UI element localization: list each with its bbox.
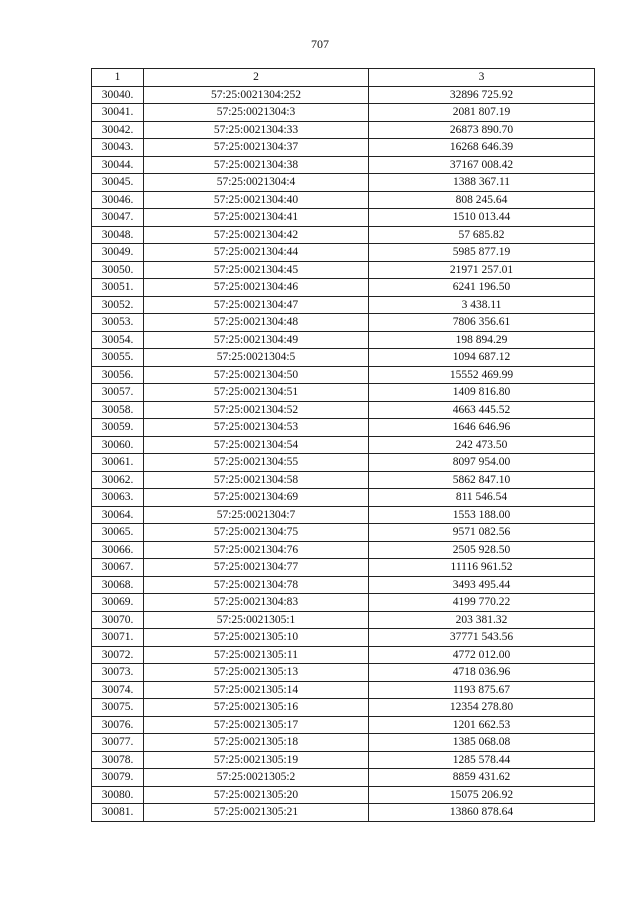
value-cell: 2505 928.50 xyxy=(369,541,595,559)
row-number-cell: 30056. xyxy=(92,366,144,384)
table-row xyxy=(92,279,595,297)
row-number-cell: 30053. xyxy=(92,314,144,332)
table-row xyxy=(92,576,595,594)
table-header-row xyxy=(92,69,595,87)
table-body xyxy=(92,86,595,821)
row-number-cell: 30048. xyxy=(92,226,144,244)
cadastral-id-cell: 57:25:0021304:40 xyxy=(144,191,369,209)
row-number-cell: 30046. xyxy=(92,191,144,209)
table-row xyxy=(92,419,595,437)
table-row xyxy=(92,489,595,507)
value-cell: 5862 847.10 xyxy=(369,471,595,489)
table-row xyxy=(92,769,595,787)
table-row xyxy=(92,401,595,419)
cadastral-id-cell: 57:25:0021304:47 xyxy=(144,296,369,314)
value-cell: 7806 356.61 xyxy=(369,314,595,332)
table-row xyxy=(92,506,595,524)
row-number-cell: 30078. xyxy=(92,751,144,769)
row-number-cell: 30080. xyxy=(92,786,144,804)
table-row xyxy=(92,524,595,542)
value-cell: 1409 816.80 xyxy=(369,384,595,402)
value-cell: 32896 725.92 xyxy=(369,86,595,104)
table-row xyxy=(92,594,595,612)
table-row xyxy=(92,804,595,822)
cadastral-id-cell: 57:25:0021304:33 xyxy=(144,121,369,139)
cadastral-id-cell: 57:25:0021304:3 xyxy=(144,104,369,122)
table-row xyxy=(92,629,595,647)
value-cell: 21971 257.01 xyxy=(369,261,595,279)
value-cell: 811 546.54 xyxy=(369,489,595,507)
cadastral-id-cell: 57:25:0021305:13 xyxy=(144,664,369,682)
cadastral-id-cell: 57:25:0021304:78 xyxy=(144,576,369,594)
value-cell: 57 685.82 xyxy=(369,226,595,244)
value-cell: 1646 646.96 xyxy=(369,419,595,437)
row-number-cell: 30074. xyxy=(92,681,144,699)
row-number-cell: 30068. xyxy=(92,576,144,594)
row-number-cell: 30069. xyxy=(92,594,144,612)
table-row xyxy=(92,121,595,139)
cadastral-id-cell: 57:25:0021305:16 xyxy=(144,699,369,717)
row-number-cell: 30052. xyxy=(92,296,144,314)
table-row xyxy=(92,314,595,332)
row-number-cell: 30059. xyxy=(92,419,144,437)
table-row xyxy=(92,541,595,559)
value-cell: 13860 878.64 xyxy=(369,804,595,822)
row-number-cell: 30071. xyxy=(92,629,144,647)
row-number-cell: 30072. xyxy=(92,646,144,664)
cadastral-id-cell: 57:25:0021304:83 xyxy=(144,594,369,612)
cadastral-id-cell: 57:25:0021304:51 xyxy=(144,384,369,402)
table-row xyxy=(92,734,595,752)
row-number-cell: 30058. xyxy=(92,401,144,419)
table-row xyxy=(92,104,595,122)
cadastral-id-cell: 57:25:0021304:50 xyxy=(144,366,369,384)
value-cell: 15075 206.92 xyxy=(369,786,595,804)
table-row xyxy=(92,156,595,174)
column-header-number: 1 xyxy=(92,69,144,87)
value-cell: 198 894.29 xyxy=(369,331,595,349)
row-number-cell: 30051. xyxy=(92,279,144,297)
cadastral-id-cell: 57:25:0021304:52 xyxy=(144,401,369,419)
value-cell: 1510 013.44 xyxy=(369,209,595,227)
cadastral-id-cell: 57:25:0021304:54 xyxy=(144,436,369,454)
cadastral-id-cell: 57:25:0021304:77 xyxy=(144,559,369,577)
value-cell: 37167 008.42 xyxy=(369,156,595,174)
row-number-cell: 30049. xyxy=(92,244,144,262)
value-cell: 3 438.11 xyxy=(369,296,595,314)
cadastral-id-cell: 57:25:0021305:2 xyxy=(144,769,369,787)
value-cell: 1094 687.12 xyxy=(369,349,595,367)
cadastral-id-cell: 57:25:0021304:53 xyxy=(144,419,369,437)
table-row xyxy=(92,681,595,699)
table-row xyxy=(92,384,595,402)
value-cell: 4772 012.00 xyxy=(369,646,595,664)
row-number-cell: 30067. xyxy=(92,559,144,577)
table-row xyxy=(92,646,595,664)
table-row xyxy=(92,751,595,769)
value-cell: 1193 875.67 xyxy=(369,681,595,699)
row-number-cell: 30066. xyxy=(92,541,144,559)
row-number-cell: 30055. xyxy=(92,349,144,367)
value-cell: 1201 662.53 xyxy=(369,716,595,734)
table-row xyxy=(92,331,595,349)
value-cell: 242 473.50 xyxy=(369,436,595,454)
cadastral-id-cell: 57:25:0021305:17 xyxy=(144,716,369,734)
value-cell: 26873 890.70 xyxy=(369,121,595,139)
cadastral-id-cell: 57:25:0021304:41 xyxy=(144,209,369,227)
row-number-cell: 30060. xyxy=(92,436,144,454)
value-cell: 9571 082.56 xyxy=(369,524,595,542)
value-cell: 4199 770.22 xyxy=(369,594,595,612)
cadastral-id-cell: 57:25:0021305:19 xyxy=(144,751,369,769)
cadastral-id-cell: 57:25:0021304:7 xyxy=(144,506,369,524)
table-row xyxy=(92,611,595,629)
table-row xyxy=(92,244,595,262)
table-row xyxy=(92,349,595,367)
table-row xyxy=(92,786,595,804)
row-number-cell: 30044. xyxy=(92,156,144,174)
table-row xyxy=(92,664,595,682)
table-row xyxy=(92,296,595,314)
value-cell: 5985 877.19 xyxy=(369,244,595,262)
row-number-cell: 30081. xyxy=(92,804,144,822)
column-header-cadastral-id: 2 xyxy=(144,69,369,87)
table-row xyxy=(92,471,595,489)
value-cell: 3493 495.44 xyxy=(369,576,595,594)
row-number-cell: 30063. xyxy=(92,489,144,507)
cadastral-id-cell: 57:25:0021304:76 xyxy=(144,541,369,559)
cadastral-id-cell: 57:25:0021304:5 xyxy=(144,349,369,367)
row-number-cell: 30064. xyxy=(92,506,144,524)
cadastral-id-cell: 57:25:0021305:14 xyxy=(144,681,369,699)
table-row xyxy=(92,454,595,472)
value-cell: 8097 954.00 xyxy=(369,454,595,472)
cadastral-id-cell: 57:25:0021304:42 xyxy=(144,226,369,244)
cadastral-id-cell: 57:25:0021304:48 xyxy=(144,314,369,332)
cadastral-id-cell: 57:25:0021304:252 xyxy=(144,86,369,104)
cadastral-value-table xyxy=(91,68,595,822)
value-cell: 1553 188.00 xyxy=(369,506,595,524)
row-number-cell: 30070. xyxy=(92,611,144,629)
cadastral-id-cell: 57:25:0021305:20 xyxy=(144,786,369,804)
cadastral-id-cell: 57:25:0021304:58 xyxy=(144,471,369,489)
value-cell: 203 381.32 xyxy=(369,611,595,629)
table-row xyxy=(92,716,595,734)
table-row xyxy=(92,86,595,104)
cadastral-id-cell: 57:25:0021304:75 xyxy=(144,524,369,542)
value-cell: 15552 469.99 xyxy=(369,366,595,384)
cadastral-id-cell: 57:25:0021305:1 xyxy=(144,611,369,629)
row-number-cell: 30041. xyxy=(92,104,144,122)
row-number-cell: 30061. xyxy=(92,454,144,472)
value-cell: 4663 445.52 xyxy=(369,401,595,419)
row-number-cell: 30073. xyxy=(92,664,144,682)
table-row xyxy=(92,559,595,577)
value-cell: 8859 431.62 xyxy=(369,769,595,787)
row-number-cell: 30075. xyxy=(92,699,144,717)
table-row xyxy=(92,139,595,157)
cadastral-id-cell: 57:25:0021305:11 xyxy=(144,646,369,664)
row-number-cell: 30043. xyxy=(92,139,144,157)
value-cell: 11116 961.52 xyxy=(369,559,595,577)
row-number-cell: 30042. xyxy=(92,121,144,139)
value-cell: 1285 578.44 xyxy=(369,751,595,769)
cadastral-id-cell: 57:25:0021304:46 xyxy=(144,279,369,297)
value-cell: 2081 807.19 xyxy=(369,104,595,122)
table-row xyxy=(92,699,595,717)
cadastral-id-cell: 57:25:0021304:45 xyxy=(144,261,369,279)
cadastral-id-cell: 57:25:0021304:55 xyxy=(144,454,369,472)
column-header-value: 3 xyxy=(369,69,595,87)
table-row xyxy=(92,261,595,279)
cadastral-id-cell: 57:25:0021304:44 xyxy=(144,244,369,262)
cadastral-id-cell: 57:25:0021305:21 xyxy=(144,804,369,822)
row-number-cell: 30050. xyxy=(92,261,144,279)
table-row xyxy=(92,366,595,384)
value-cell: 16268 646.39 xyxy=(369,139,595,157)
cadastral-id-cell: 57:25:0021304:49 xyxy=(144,331,369,349)
value-cell: 12354 278.80 xyxy=(369,699,595,717)
table-row xyxy=(92,226,595,244)
value-cell: 37771 543.56 xyxy=(369,629,595,647)
cadastral-id-cell: 57:25:0021304:4 xyxy=(144,174,369,192)
value-cell: 6241 196.50 xyxy=(369,279,595,297)
row-number-cell: 30062. xyxy=(92,471,144,489)
table-row xyxy=(92,209,595,227)
value-cell: 808 245.64 xyxy=(369,191,595,209)
row-number-cell: 30057. xyxy=(92,384,144,402)
cadastral-id-cell: 57:25:0021304:37 xyxy=(144,139,369,157)
page-number: 707 xyxy=(311,37,329,51)
value-cell: 4718 036.96 xyxy=(369,664,595,682)
row-number-cell: 30047. xyxy=(92,209,144,227)
row-number-cell: 30079. xyxy=(92,769,144,787)
row-number-cell: 30076. xyxy=(92,716,144,734)
table-row xyxy=(92,191,595,209)
row-number-cell: 30045. xyxy=(92,174,144,192)
value-cell: 1388 367.11 xyxy=(369,174,595,192)
cadastral-id-cell: 57:25:0021305:18 xyxy=(144,734,369,752)
cadastral-id-cell: 57:25:0021304:69 xyxy=(144,489,369,507)
cadastral-id-cell: 57:25:0021305:10 xyxy=(144,629,369,647)
row-number-cell: 30077. xyxy=(92,734,144,752)
value-cell: 1385 068.08 xyxy=(369,734,595,752)
row-number-cell: 30040. xyxy=(92,86,144,104)
cadastral-id-cell: 57:25:0021304:38 xyxy=(144,156,369,174)
row-number-cell: 30054. xyxy=(92,331,144,349)
table-row xyxy=(92,174,595,192)
table-row xyxy=(92,436,595,454)
row-number-cell: 30065. xyxy=(92,524,144,542)
